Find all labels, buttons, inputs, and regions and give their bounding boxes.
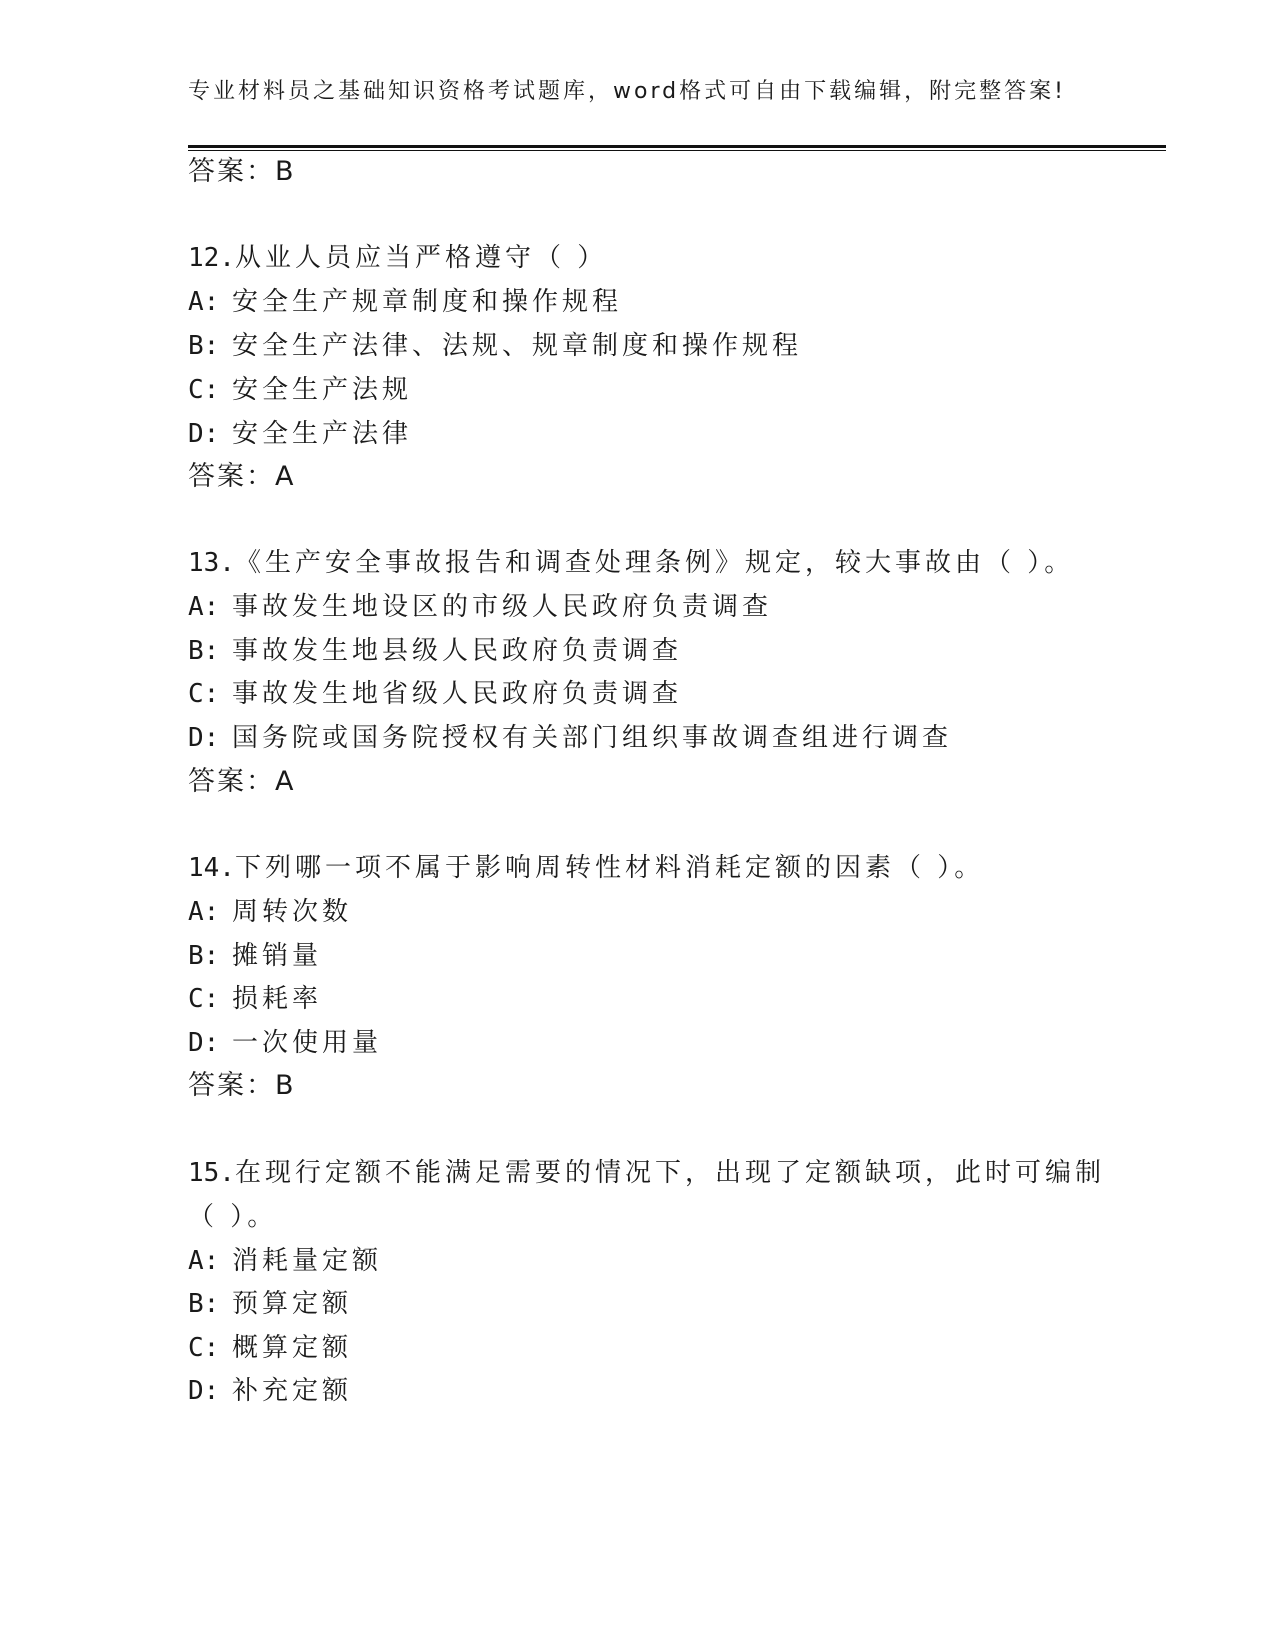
question-stem [188,546,1074,580]
option [188,285,622,319]
question-number: 12. [188,243,235,273]
question-text: 《生产安全事故报告和调查处理条例》规定，较大事故由（ ）。 [234,548,1075,578]
option [188,1331,352,1365]
option-label: B: [188,636,220,666]
option-text: 补充定额 [232,1376,353,1406]
option-text: 国务院或国务院授权有关部门组织事故调查组进行调查 [232,723,953,753]
option [188,634,682,668]
question-number: 13. [188,548,235,578]
option [188,1026,382,1060]
answer-line: 答案：A [188,461,296,492]
answer-line: 答案：B [188,156,296,187]
question-stem [188,851,984,885]
option [188,590,772,624]
option-label: C: [188,375,220,405]
option-label: B: [188,331,220,361]
answer-line: 答案：A [188,766,296,797]
option-label: D: [188,723,220,753]
option-label: A: [188,897,220,927]
option-label: D: [188,1376,220,1406]
option-label: D: [188,1028,220,1058]
option-label: D: [188,419,220,449]
option-text: 安全生产法律 [232,419,413,449]
option-text: 一次使用量 [232,1028,383,1058]
option-text: 安全生产法律、法规、规章制度和操作规程 [232,331,803,361]
option-label: C: [188,984,220,1014]
option [188,1244,382,1278]
option [188,1287,352,1321]
option-text: 损耗率 [232,984,323,1014]
option-text: 预算定额 [232,1289,353,1319]
option-text: 安全生产法规 [232,375,413,405]
page-header: 专业材料员之基础知识资格考试题库，word格式可自由下载编辑，附完整答案! [188,79,1066,104]
question-text: 下列哪一项不属于影响周转性材料消耗定额的因素（ ）。 [234,853,985,883]
option-label: C: [188,1333,220,1363]
option [188,1374,352,1408]
question-stem [188,1156,1105,1190]
option-text: 周转次数 [232,897,353,927]
option [188,373,412,407]
option-label: B: [188,941,220,971]
header-rule [188,145,1166,148]
option [188,895,352,929]
question-stem [188,241,607,275]
option-text: 概算定额 [232,1333,353,1363]
option-label: A: [188,287,220,317]
option [188,677,682,711]
option-label: C: [188,679,220,709]
option-text: 事故发生地县级人民政府负责调查 [232,636,683,666]
option-label: B: [188,1289,220,1319]
header-rule-thin [188,150,1166,151]
option [188,982,322,1016]
option-text: 事故发生地设区的市级人民政府负责调查 [232,592,773,622]
option-label: A: [188,1246,220,1276]
option [188,939,322,973]
option-text: 摊销量 [232,941,323,971]
question-number: 14. [188,853,235,883]
question-text: 从业人员应当严格遵守（ ） [234,243,608,273]
question-text: 在现行定额不能满足需要的情况下，出现了定额缺项，此时可编制 [234,1158,1105,1188]
option [188,417,412,451]
answer-line: 答案：B [188,1070,296,1101]
option-text: 事故发生地省级人民政府负责调查 [232,679,683,709]
question-number: 15. [188,1158,235,1188]
question-stem-continuation: （ ）。 [188,1202,278,1232]
option [188,721,952,755]
option-text: 安全生产规章制度和操作规程 [232,287,623,317]
option-label: A: [188,592,220,622]
option [188,329,802,363]
option-text: 消耗量定额 [232,1246,383,1276]
